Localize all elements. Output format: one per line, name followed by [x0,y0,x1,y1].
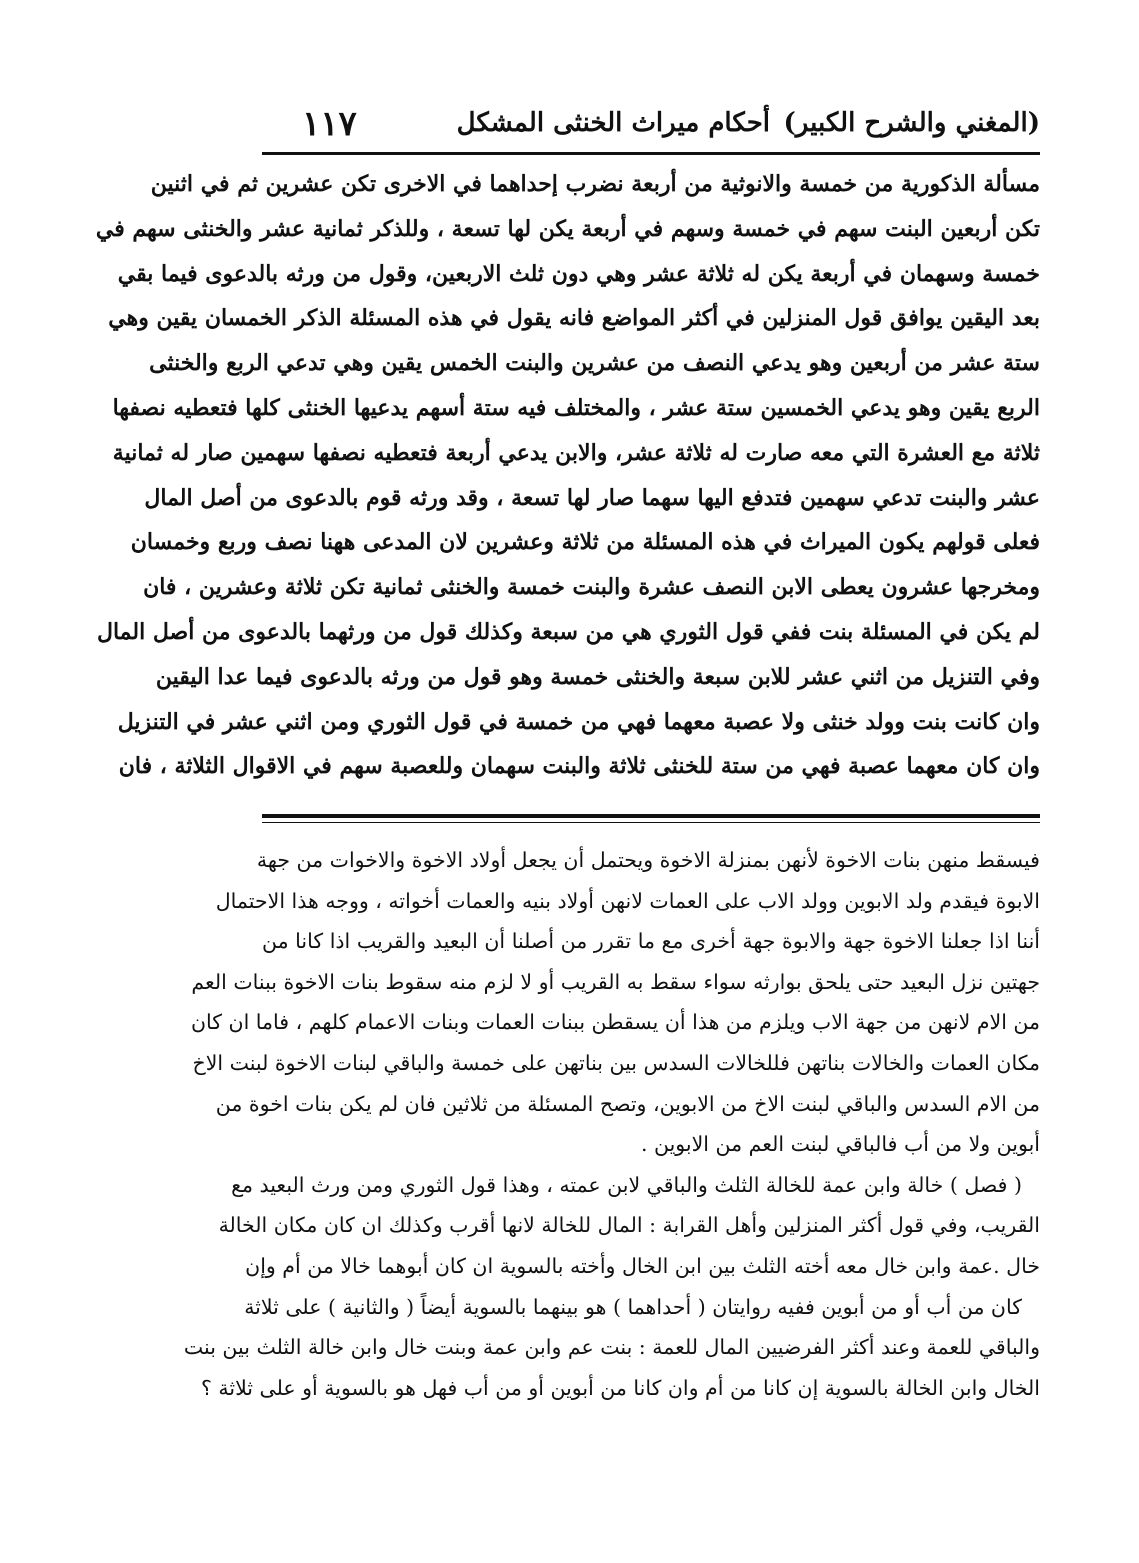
main-line: فعلى قولهم يكون الميراث في هذه المسئلة من ثلاثة وعشرين لان المدعى ههنا نصف وربع وخمسان [130,529,1040,556]
main-line: وان كانت بنت وولد خنثى ولا عصبة معهما فهي من خمسة في قول الثوري ومن اثني عشر في التنزيل [117,708,1040,735]
main-line: الربع يقين وهو يدعي الخمسين ستة عشر ، والمختلف فيه ستة أسهم يدعيها الخنثى كلها فتعطيه نصفها [112,394,1040,421]
section-divider-thin [262,822,1040,823]
commentary-line: أننا اذا جعلنا الاخوة جهة والابوة جهة أخرى مع ما تقرر من أصلنا أن البعيد والقريب اذا كانا من [262,929,1040,954]
main-text-block [95,162,1040,789]
commentary-line: من الام لانهن من جهة الاب ويلزم من هذا أن يسقطن ببنات العمات وبنات الاعمام كلهم ، فاما ان كان [190,1010,1040,1035]
book-title: (المغني والشرح الكبير) [783,108,1040,138]
main-line: ومخرجها عشرون يعطى الابن النصف عشرة والبنت خمسة والخنثى ثمانية تكن ثلاثة وعشرين ، فان [143,574,1040,601]
main-line: ستة عشر من أربعين وهو يدعي النصف من عشرين والبنت الخمس يقين وهي تدعي الربع والخنثى [149,350,1040,377]
main-line: وفي التنزيل من اثني عشر للابن سبعة والخنثى خمسة وهو قول من ورثه بالدعوى فيما عدا اليقين [155,663,1040,690]
commentary-line: الابوة فيقدم ولد الابوين وولد الاب على العمات لانهن أولاد بنيه والعمات أخواته ، ووجه هذا الاحتمال [215,888,1040,913]
commentary-line: كان من أب أو من أبوين ففيه روايتان ( أحداهما ) هو بينهما بالسوية أيضاً ( والثانية ) على ثلاثة [244,1294,1022,1319]
main-line: بعد اليقين يوافق قول المنزلين في أكثر المواضع فانه يقول في هذه المسئلة الذكر الخمسان يقين وهي [108,305,1040,332]
main-line: تكن أربعين البنت سهم في خمسة وسهم في أربعة يكن لها تسعة ، وللذكر ثمانية عشر والخنثى سهم في [95,215,1040,242]
page-number: ١١٧ [302,104,357,144]
commentary-line: فيسقط منهن بنات الاخوة لأنهن بمنزلة الاخوة ويحتمل أن يجعل أولاد الاخوة والاخوات من جهة [256,848,1040,872]
section-divider-thick [262,814,1040,818]
commentary-line: من الام السدس والباقي لبنت الاخ من الابوين، وتصح المسئلة من ثلاثين فان لم يكن بنات اخوة من [215,1091,1040,1116]
main-line: وان كان معهما عصبة فهي من ستة للخنثى ثلاثة والبنت سهمان وللعصبة سهم في الاقوال الثلاثة ، فان [118,753,1040,780]
main-line: لم يكن في المسئلة بنت ففي قول الثوري هي من سبعة وكذلك قول من ورثهما بالدعوى من أصل المال [96,618,1040,645]
header-divider [262,152,1040,155]
main-line: ثلاثة مع العشرة التي معه صارت له ثلاثة عشر، والابن يدعي أربعة فتعطيه نصفها سهمين صار له ثمانية [112,439,1040,466]
commentary-text-block [183,840,1040,1408]
commentary-line: والباقي للعمة وعند أكثر الفرضيين المال للعمة : بنت عم وابن عمة وبنت خال وابن خالة الثلث بين بنت [183,1335,1040,1360]
commentary-line: أبوين ولا من أب فالباقي لبنت العم من الابوين . [640,1132,1040,1157]
commentary-line: القريب، وفي قول أكثر المنزلين وأهل القرابة : المال للخالة لانها أقرب وكذلك ان كان مكان الخالة [218,1213,1040,1238]
commentary-line: الخال وابن الخالة بالسوية إن كانا من أم وان كانا من أبوين أو من أب فهل هو بالسوية أو على ثلاثة ؟ [200,1375,1040,1400]
commentary-line: جهتين نزل البعيد حتى يلحق بوارثه سواء سقط به القريب أو لا لزم منه سقوط بنات الاخوة ببنات العم [191,969,1040,994]
main-line: عشر والبنت تدعي سهمين فتدفع اليها سهما صار لها تسعة ، وقد ورثه قوم بالدعوى من أصل المال [144,484,1040,511]
main-line: خمسة وسهمان في أربعة يكن له ثلاثة عشر وهي دون ثلث الاربعين، وقول من ورثه بالدعوى فيما بقي [117,260,1040,287]
commentary-line: ( فصل ) خالة وابن عمة للخالة الثلث والباقي لابن عمته ، وهذا قول الثوري ومن ورث البعيد مع [231,1172,1022,1197]
main-line: مسألة الذكورية من خمسة والانوثية من أربعة نضرب إحداهما في الاخرى تكن عشرين ثم في اثنين [150,171,1040,197]
page-header [262,104,1040,158]
commentary-line: مكان العمات والخالات بناتهن فللخالات السدس بين بناتهن على خمسة والباقي لبنات الاخوة لبنت الاخ [192,1050,1040,1075]
chapter-title: أحكام ميراث الخنثى المشكل [456,108,770,138]
commentary-line: خال .عمة وابن خال معه أخته الثلث بين ابن الخال وأخته بالسوية ان كان أبوهما خالا من أم وإن [245,1253,1040,1278]
